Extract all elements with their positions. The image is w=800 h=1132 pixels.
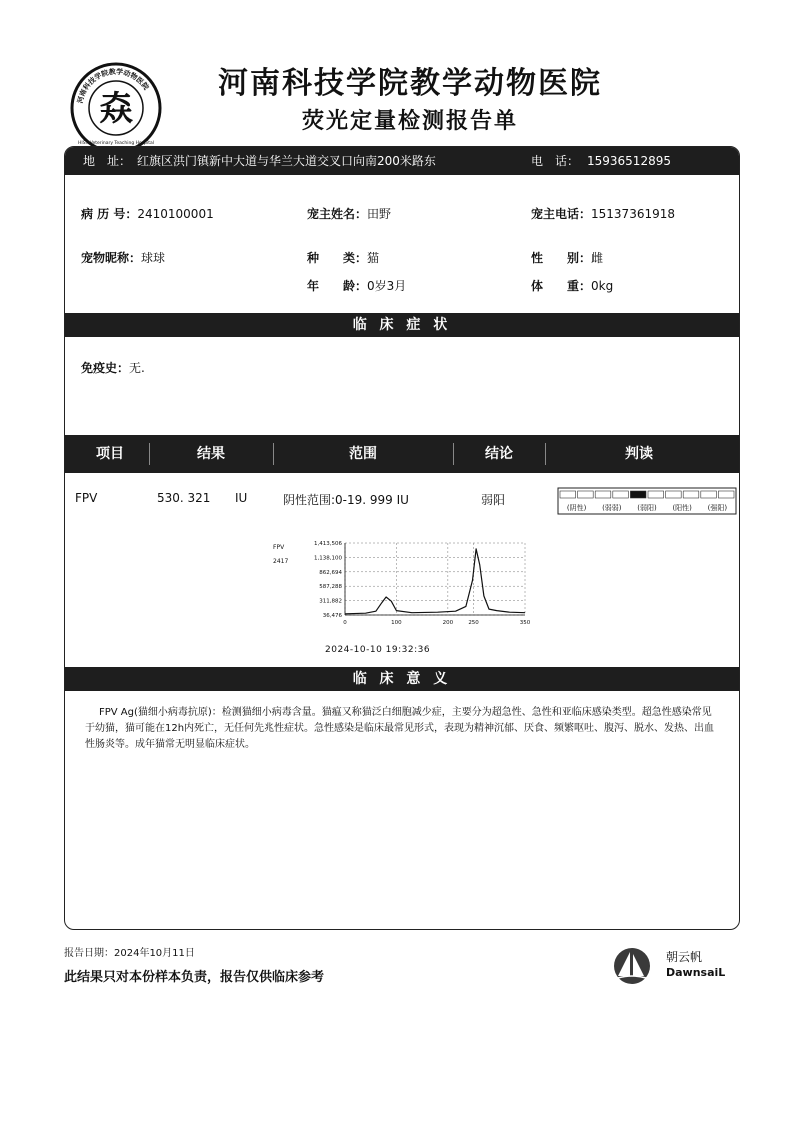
- sex-value: 雌: [591, 251, 604, 265]
- owner-name-field: [307, 205, 391, 222]
- weight-label: 体 重：: [531, 279, 592, 293]
- x-tick-label: 350: [519, 620, 531, 626]
- fluorescence-curve: [345, 549, 525, 614]
- col-separator: [545, 443, 546, 465]
- brand-name-en: DawnsaiL: [666, 966, 726, 979]
- reading-scale: [557, 487, 737, 515]
- test-timestamp: 2024-10-10 19:32:36: [325, 645, 431, 655]
- result-item: FPV: [75, 491, 98, 505]
- scale-segment: [595, 491, 611, 498]
- report-date-value: 2024年10月11日: [114, 948, 195, 959]
- phone-value: 15936512895: [587, 154, 671, 168]
- owner-phone-value: 15137361918: [591, 207, 675, 221]
- address-label: 地 址：: [83, 154, 132, 168]
- report-frame: [64, 146, 740, 930]
- y-tick-label: 862,694: [319, 569, 342, 576]
- col-item: 项目: [96, 446, 124, 462]
- record-value: 2410100001: [137, 207, 214, 221]
- col-separator: [273, 443, 274, 465]
- phone-label: 电 话：: [531, 154, 580, 168]
- contact-bar: [65, 147, 739, 175]
- species-field: [307, 249, 379, 266]
- age-value: 0岁3月: [367, 279, 407, 293]
- scale-segment: [630, 491, 646, 498]
- weight-value: 0kg: [591, 279, 614, 293]
- logo-ring-text: 河南科技学院教学动物医院: [76, 67, 151, 105]
- vaccine-value: 无.: [129, 361, 145, 375]
- chart-title: FPV: [273, 544, 285, 551]
- hospital-name: 河南科技学院教学动物医院: [218, 66, 602, 101]
- y-tick-label: 587,288: [319, 584, 342, 591]
- scale-label: (弱弱): [602, 504, 622, 512]
- x-tick-label: 250: [468, 620, 479, 626]
- logo-mark: 𡘙: [99, 89, 133, 129]
- scale-segment: [683, 491, 699, 498]
- owner-value: 田野: [367, 207, 392, 221]
- y-tick-label: 1,138,100: [314, 555, 342, 562]
- scale-segment: [701, 491, 717, 498]
- col-result: 结果: [197, 446, 225, 462]
- address-value: 红旗区洪门镇新中大道与华兰大道交叉口向南200米路东: [137, 154, 436, 168]
- weight-field: [531, 277, 613, 294]
- report-date-label: 报告日期：: [64, 948, 114, 959]
- scale-label: (强阳): [707, 504, 728, 512]
- sex-field: [531, 249, 603, 266]
- clinical-meaning-text: FPV Ag(猫细小病毒抗原)：检测猫细小病毒含量。猫瘟又称猫泛白细胞减少症，主要分为超急性、急性和亚临床感染类型。超急性感染常见于幼猫，猫可能在12h内死亡，无任何先兆性症状。急性感染是临床最常见形式，表现为精神沉郁、厌食、频繁呕吐、腹泻、脱水、发热、出血性肠炎等。成年猫常无明显临床症状。: [85, 707, 715, 750]
- col-range: 范围: [349, 446, 377, 462]
- result-range: 阴性范围:0-19. 999 IU: [283, 493, 409, 507]
- vaccine-label: 免疫史：: [81, 361, 130, 375]
- record-number-field: [81, 205, 214, 222]
- disclaimer: 此结果只对本份样本负责，报告仅供临床参考: [64, 970, 325, 985]
- col-reading: 判读: [625, 446, 653, 462]
- report-date: [64, 944, 195, 959]
- x-tick-label: 200: [442, 620, 454, 626]
- scale-label: (阳性): [672, 504, 692, 512]
- age-field: [307, 277, 406, 294]
- brand-name-cn: 朝云帆: [666, 950, 703, 964]
- clinical-meaning-header: 临 床 意 义: [65, 667, 739, 691]
- col-separator: [149, 443, 150, 465]
- scale-segment: [560, 491, 576, 498]
- sail-icon: [614, 948, 650, 984]
- pet-name-field: [81, 249, 165, 266]
- scale-label: (弱阳): [637, 504, 657, 512]
- y-tick-label: 311,882: [319, 598, 342, 605]
- result-value: 530. 321: [157, 491, 211, 505]
- chart-subtitle: 2417: [273, 558, 289, 565]
- scale-segment: [648, 491, 664, 498]
- record-label: 病 历 号：: [81, 207, 138, 221]
- report-title: 荧光定量检测报告单: [301, 109, 518, 134]
- scale-segment: [578, 491, 594, 498]
- scale-label: (阴性): [566, 504, 587, 512]
- fluorescence-chart: [265, 533, 545, 643]
- result-unit: IU: [235, 491, 248, 505]
- results-table-header: [65, 435, 739, 473]
- sex-label: 性 别：: [531, 251, 592, 265]
- y-tick-label: 36,476: [322, 613, 342, 619]
- species-value: 猫: [367, 251, 380, 265]
- pet-name-label: 宠物昵称：: [81, 251, 142, 265]
- age-label: 年 龄：: [307, 279, 368, 293]
- col-conclusion: 结论: [485, 446, 513, 462]
- owner-label: 宠主姓名：: [307, 207, 368, 221]
- owner-phone-field: [531, 205, 675, 222]
- scale-segment: [666, 491, 682, 498]
- vaccine-history-field: [81, 359, 145, 376]
- scale-segment: [613, 491, 629, 498]
- owner-phone-label: 宠主电话：: [531, 207, 592, 221]
- logo-en-text: HIST Veterinary Teaching Hospital: [77, 141, 155, 146]
- x-tick-label: 0: [343, 620, 347, 626]
- scale-segment: [718, 491, 734, 498]
- clinical-symptoms-header: 临 床 症 状: [65, 313, 739, 337]
- col-separator: [453, 443, 454, 465]
- result-conclusion: 弱阳: [481, 493, 506, 507]
- y-tick-label: 1,413,506: [314, 541, 342, 547]
- pet-name-value: 球球: [141, 251, 166, 265]
- x-tick-label: 100: [391, 620, 402, 626]
- species-label: 种 类：: [307, 251, 368, 265]
